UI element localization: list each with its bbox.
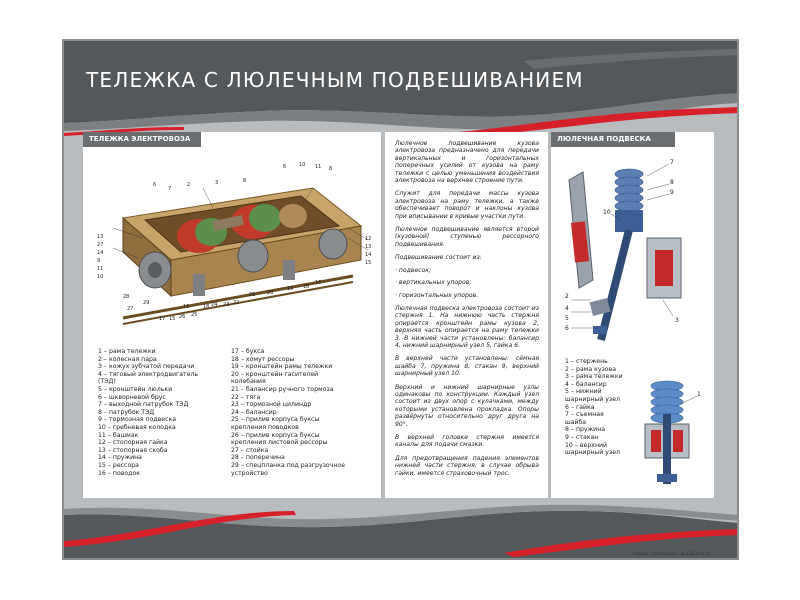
callout: 1 (697, 391, 701, 398)
legend-item: 19 – кронштейн рамы тележки (231, 363, 333, 371)
callout: 10 (603, 209, 611, 216)
list-item: · вертикальных упоров; (395, 279, 472, 287)
callout: 9 (670, 189, 674, 196)
legend-item: 1 – стержень (565, 358, 608, 365)
svg-text:10: 10 (97, 274, 104, 280)
legend-item: 6 – шкворневой брус (98, 393, 166, 401)
svg-text:15: 15 (169, 316, 176, 322)
svg-text:28: 28 (123, 294, 130, 300)
legend-item: шарнирный узел (565, 395, 621, 403)
svg-text:25: 25 (191, 312, 198, 318)
legend-item: 22 – тяга (231, 393, 261, 401)
legend-item: 11 – башмак (98, 431, 139, 439)
callout: 7 (670, 159, 674, 166)
legend-item: крепления листовой рессоры (231, 439, 328, 447)
svg-text:3: 3 (215, 180, 219, 186)
legend-item: 15 – рессора (98, 461, 139, 469)
poster-footer: Плакат · Электровоз · № 135-10-4-10 (633, 551, 711, 556)
svg-text:13: 13 (97, 234, 104, 240)
legend-item: 25 – прилив корпуса буксы (231, 416, 320, 424)
paragraph: Служит для передачи массы кузова электровоза на раму тележки, а также обеспечивает поворот и наклоны кузова при вписывании в кривые участки пути. (395, 190, 539, 220)
legend-item: шарнирный узел (565, 449, 621, 457)
paragraph: В верхней части установлены: сёмная шайба 7, пружина 8, стакан 9, верхний шарнирный узел 10. (395, 355, 539, 378)
legend-item: 16 – поводок (98, 469, 140, 477)
legend-item: устройство (231, 469, 268, 477)
legend-item: 17 – букса (231, 348, 265, 355)
legend-item: 14 – пружина (98, 454, 142, 462)
suspension-illustration (551, 150, 714, 350)
svg-text:14: 14 (365, 252, 372, 258)
svg-text:22: 22 (233, 300, 240, 306)
poster-board (62, 39, 739, 560)
paragraph: Люлечное подвешивание является второй (кузовной) ступенью рессорного подвешивания. (395, 226, 539, 248)
callout: 4 (565, 305, 569, 312)
svg-text:16: 16 (315, 280, 322, 286)
legend-item: 12 – стопорная гайка (98, 439, 168, 447)
svg-text:11: 11 (315, 164, 322, 170)
list-item: · подвесок; (395, 266, 431, 274)
legend-item: 7 – выходной патрубок ТЭД (98, 401, 189, 409)
bogie-legend-left (98, 348, 218, 477)
svg-text:14: 14 (97, 250, 104, 256)
callout: 2 (565, 293, 569, 300)
legend-item: шайба (565, 418, 587, 426)
svg-text:10: 10 (299, 162, 306, 168)
bogie-illustration (83, 148, 381, 348)
list-item: · горизонтальных упоров. (395, 291, 479, 299)
svg-text:6: 6 (283, 164, 287, 170)
svg-text:19: 19 (287, 286, 294, 292)
bogie-panel (83, 132, 381, 498)
svg-text:6: 6 (153, 182, 157, 188)
joint-detail-illustration (637, 374, 707, 494)
svg-text:26: 26 (179, 314, 186, 320)
callout: 5 (565, 315, 569, 322)
svg-text:12: 12 (365, 236, 372, 242)
legend-item: 4 – балансир (565, 380, 607, 388)
svg-text:29: 29 (143, 300, 150, 306)
legend-item: 8 – патрубок ТЭД (98, 408, 155, 416)
svg-text:20: 20 (267, 290, 274, 296)
legend-item: 5 – нижний (565, 388, 602, 396)
svg-text:18: 18 (203, 304, 210, 310)
svg-text:19: 19 (183, 304, 190, 310)
callout: 6 (565, 325, 569, 332)
legend-item: 3 – кожух зубчатой передачи (98, 363, 195, 371)
svg-text:2: 2 (187, 182, 191, 188)
paragraph: Для предотвращения падения элементов нижней части стержня, в случае обрыва гайки, имеется страховочный трос. (395, 454, 539, 477)
svg-text:15: 15 (365, 260, 372, 266)
paragraph: Люлечное подвешивание кузова электровоза предназначено для передачи вертикальных и горизонтальных поперечных усилий от кузова на раму тележки с целью уменьшения воздействия электровоза на верхнее строение пути. (395, 140, 539, 185)
legend-item: 8 – пружина (565, 426, 606, 434)
legend-item: 28 – поперечина (231, 454, 285, 462)
legend-item: 18 – хомут рессоры (231, 355, 295, 363)
legend-item: 9 – стакан (565, 433, 599, 441)
paragraph: Люлечная подвеска электровоза состоит из стержня 1. На нижнюю часть стержня опирается кронштейн рамы кузова 2, верхняя часть опирается на раму тележки 3. В нижней части установлены: балансир 4, нижний шарнирный узел 5, гайка 6. (395, 304, 539, 349)
callout: 8 (670, 179, 674, 186)
svg-text:18: 18 (303, 284, 310, 290)
svg-text:27: 27 (127, 306, 134, 312)
suspension-panel-header: ЛЮЛЕЧНАЯ ПОДВЕСКА ЭЛЕКТРОВОЗА (551, 132, 675, 147)
legend-item: 24 – балансир (231, 408, 277, 416)
legend-item: 10 – гребневая колодка (98, 423, 176, 431)
legend-item: 2 – колесная пара (98, 355, 157, 363)
legend-item: 4 – тяговый электродвигатель (98, 370, 199, 378)
paragraph: Подвешивание состоит из: (395, 254, 482, 262)
legend-item: 5 – кронштейн люльки (98, 385, 173, 393)
bogie-legend-right (231, 348, 371, 477)
legend-item: 3 – рама тележки (565, 373, 623, 381)
description-panel (385, 132, 548, 498)
svg-text:13: 13 (365, 244, 372, 250)
legend-item: 6 – гайка (565, 403, 595, 411)
svg-text:24: 24 (211, 302, 218, 308)
paragraph: В верхней головке стержня имеется каналы для подачи смазки. (395, 434, 539, 449)
svg-text:9: 9 (97, 258, 101, 264)
svg-text:17: 17 (159, 316, 166, 322)
legend-item: 9 – тормозная подвеска (98, 416, 177, 424)
legend-item: 23 – тормозной цилиндр (231, 401, 312, 409)
legend-item: 20 – кронштейн гасителей (231, 370, 319, 378)
description-text (395, 140, 539, 483)
svg-text:27: 27 (97, 242, 104, 248)
legend-item: (ТЭД) (98, 378, 116, 386)
legend-item: 10 – верхний (565, 441, 608, 449)
legend-item: 26 – прилив корпуса буксы (231, 431, 320, 439)
svg-text:8: 8 (329, 166, 333, 172)
svg-text:21: 21 (249, 292, 256, 298)
legend-item: 13 – стопорная скоба (98, 446, 168, 454)
bogie-panel-header: ТЕЛЕЖКА ЭЛЕКТРОВОЗА (83, 132, 201, 147)
legend-item: 21 – балансир ручного тормоза (231, 385, 334, 393)
svg-text:7: 7 (168, 186, 172, 192)
legend-item: 27 – стойка (231, 446, 269, 454)
svg-text:8: 8 (243, 178, 247, 184)
legend-item: 2 – рама кузова (565, 365, 617, 373)
paragraph: Верхний и нижний шарнирные узлы одинаковы по конструкции. Каждый узел состоит из двух опор с кулачками, между которыми установлена прокладка. Опоры развёрнуты относительно друг друга на 90°. (395, 383, 539, 428)
suspension-panel (551, 132, 714, 498)
legend-item: 29 – спецпланка под разгрузочное (231, 461, 345, 469)
legend-item: крепления поводков (231, 423, 299, 431)
poster-title: ТЕЛЕЖКА С ЛЮЛЕЧНЫМ ПОДВЕШИВАНИЕМ (86, 68, 584, 92)
legend-item: 1 – рама тележки (98, 348, 156, 355)
callout: 3 (675, 317, 679, 324)
svg-text:23: 23 (223, 302, 230, 308)
legend-item: колебания (231, 378, 266, 386)
legend-item: 7 – съемная (565, 411, 604, 419)
svg-text:11: 11 (97, 266, 104, 272)
